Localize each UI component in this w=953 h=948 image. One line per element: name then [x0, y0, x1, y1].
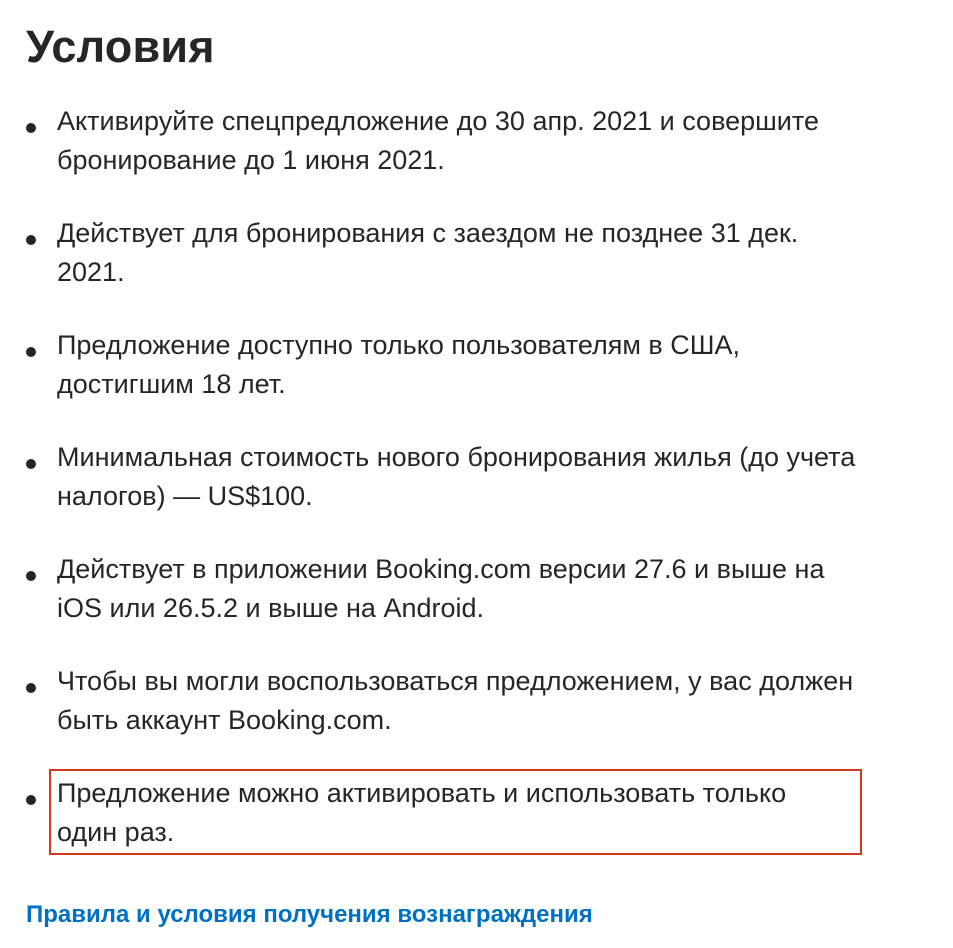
bullet-icon [26, 459, 36, 469]
term-text-line: Предложение можно активировать и использовать только [57, 778, 787, 808]
term-text-line: налогов) — US$100. [57, 481, 313, 511]
term-text-line: быть аккаунт Booking.com. [57, 705, 392, 735]
term-text [57, 550, 937, 628]
term-item [0, 326, 953, 406]
term-text-line: достигшим 18 лет. [57, 369, 286, 399]
bullet-icon [26, 347, 36, 357]
term-text [57, 102, 937, 180]
bullet-icon [26, 683, 36, 693]
term-item [0, 438, 953, 518]
term-text-line: Чтобы вы могли воспользоваться предложением, у вас должен [57, 666, 854, 696]
term-text [57, 326, 937, 404]
term-text-line: Действует в приложении Booking.com версии 27.6 и выше на [57, 554, 825, 584]
term-text [57, 438, 937, 516]
term-text [57, 214, 937, 292]
term-text-line: один раз. [57, 817, 175, 847]
bullet-icon [26, 235, 36, 245]
term-text-line: Активируйте спецпредложение до 30 апр. 2021 и совершите [57, 106, 819, 136]
term-item [0, 102, 953, 182]
term-item [0, 662, 953, 742]
term-text-line: бронирование до 1 июня 2021. [57, 145, 445, 175]
highlight-box [49, 769, 862, 855]
section-title: Условия [26, 21, 215, 72]
term-item [0, 214, 953, 294]
bullet-icon [26, 123, 36, 133]
bullet-icon [26, 571, 36, 581]
term-item [0, 550, 953, 630]
reward-terms-link[interactable]: Правила и условия получения вознаграждения [26, 901, 593, 928]
term-text-line: Минимальная стоимость нового бронирования жилья (до учета [57, 442, 856, 472]
term-text-line: Действует для бронирования с заездом не позднее 31 дек. [57, 218, 799, 248]
term-text-line: Предложение доступно только пользователям в США, [57, 330, 741, 360]
term-text [57, 662, 937, 740]
bullet-icon [26, 795, 36, 805]
term-text-line: iOS или 26.5.2 и выше на Android. [57, 593, 485, 623]
term-text-line: 2021. [57, 257, 125, 287]
